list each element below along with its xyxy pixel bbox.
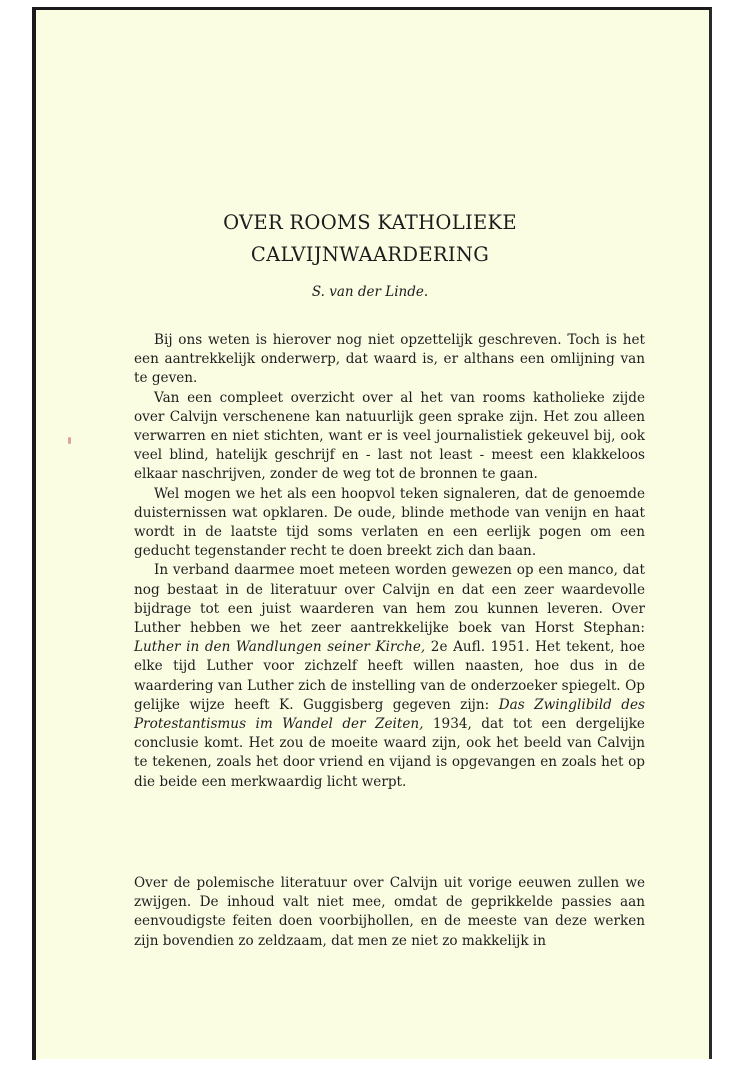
article-body-continued [134, 874, 645, 951]
article-title-line-1: OVER ROOMS KATHOLIEKE [223, 211, 517, 234]
paragraph-3: Wel mogen we het als een hoopvol teken signaleren, dat de genoemde duisternissen wat opklaren. De oude, blinde methode van venijn en haat wordt in de laatste tijd soms verlaten en een eerlijk pogen om een geducht tegenstander recht te doen breekt zich dan baan. [134, 485, 645, 560]
paragraph-4-text-2: 2e Aufl. 1951. Het tekent, hoe elke tijd Luther voor zichzelf heeft willen naasten, hoe dus in de waardering van Luther zich de instelling van de onderzoeker spiegelt. Op gelijke wijze heeft K. Guggisberg gegeven zijn: [134, 639, 645, 713]
article-author: S. van der Linde. [311, 284, 429, 300]
paragraph-5: Over de polemische literatuur over Calvijn uit vorige eeuwen zullen we zwijgen. De inhoud valt niet mee, omdat de geprikkelde passies aan eenvoudigste feiten doen voorbijhollen, en de meeste van deze werken zijn bovendien zo zeldzaam, dat men ze niet zo makkelijk in [134, 875, 645, 949]
paragraph-1: Bij ons weten is hierover nog niet opzettelijk geschreven. Toch is het een aantrekkelijk onderwerp, dat waard is, er althans een omlijning van te geven. [134, 332, 645, 387]
book-title-luther: Luther in den Wandlungen seiner Kirche, [134, 639, 426, 656]
article-body [134, 331, 645, 792]
ink-speck [68, 437, 71, 444]
page-edge-mark [32, 1056, 36, 1060]
paragraph-4-text-3: 1934, dat tot een dergelijke conclusie komt. Het zou de moeite waard zijn, ook het beeld van Calvijn te tekenen, zoals het door vriend en vijand is opgevangen en zoals het op die beide een merkwaardig licht werpt. [134, 716, 645, 790]
paragraph-4 [134, 561, 645, 791]
paragraph-4-text-1: In verband daarmee moet meteen worden gewezen op een manco, dat nog bestaat in de literatuur over Calvijn en dat een zeer waardevolle bijdrage tot een juist waarderen van hem zou kunnen leveren. Over Luther hebben we het zeer aantrekkelijke boek van Horst Stephan: [134, 562, 645, 637]
book-title-zwinglibild: Das Zwinglibild des Protestantismus im Wandel der Zeiten, [134, 696, 645, 733]
paragraph-2: Van een compleet overzicht over al het van rooms katholieke zijde over Calvijn verschenene kan natuurlijk geen sprake zijn. Het zou alleen verwarren en niet stichten, want er is veel journalistiek gekeuvel bij, ook veel blind, hatelijk geschrijf en - last not least - meest een klakkeloos elkaar naschrijven, zonder de weg tot de bronnen te gaan. [134, 389, 645, 483]
article-title-line-2: CALVIJNWAARDERING [250, 243, 490, 266]
